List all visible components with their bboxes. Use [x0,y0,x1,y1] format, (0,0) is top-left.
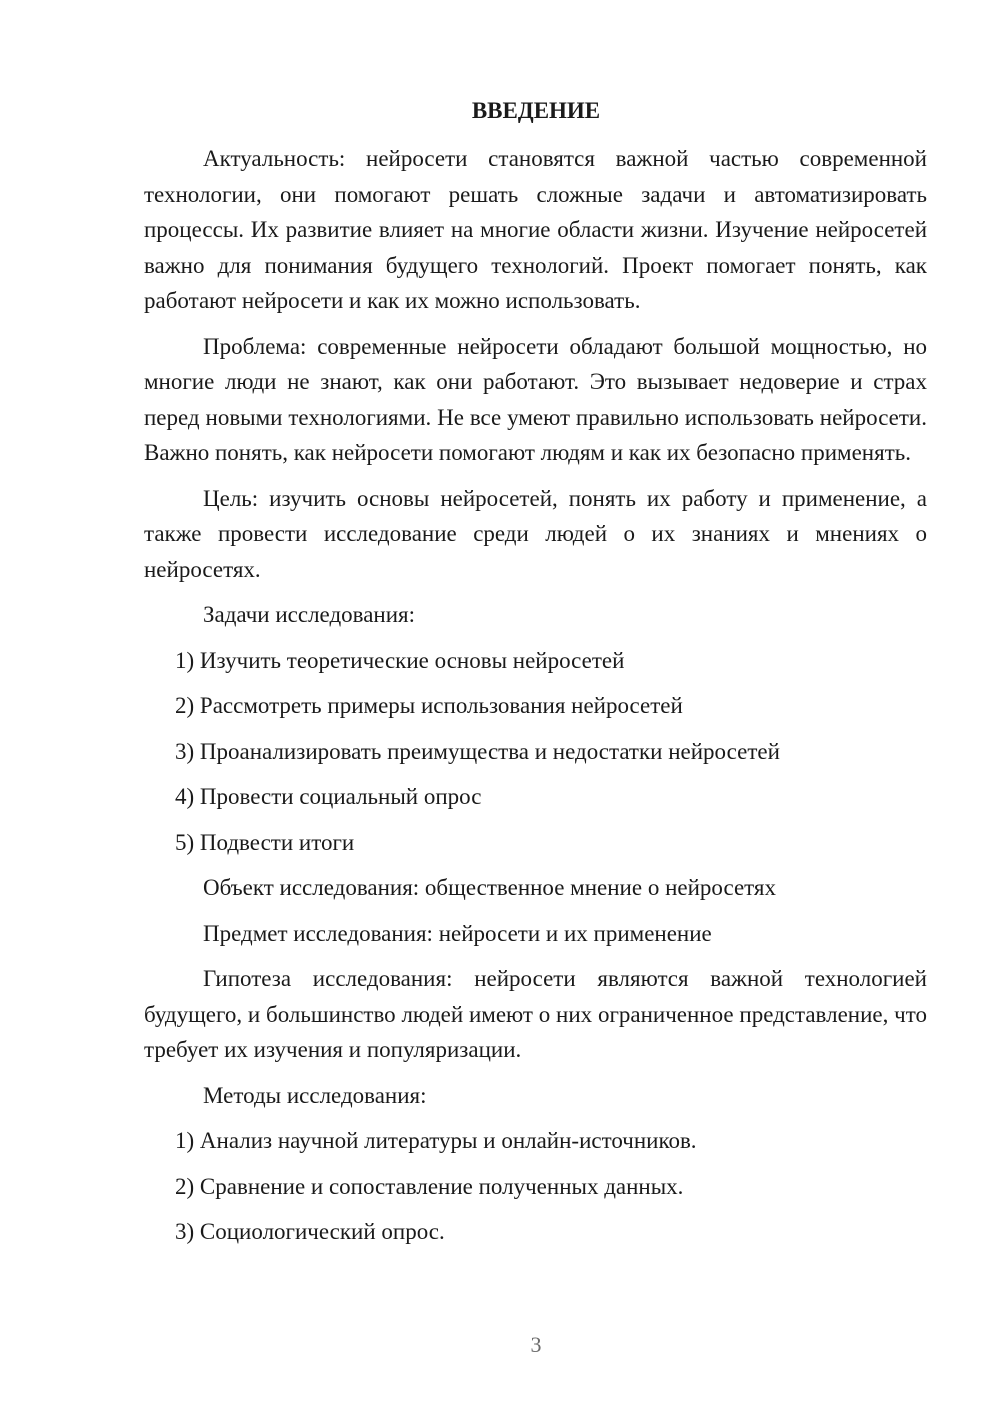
relevance-paragraph: Актуальность: нейросети становятся важной частью современной технологии, они помогают решать сложные задачи и автоматизировать процессы. Их развитие влияет на многие области жизни. Изучение нейросетей важно для понимания будущего технологий. Проект помогает понять, как работают нейросети и как их можно использовать. [144,146,927,313]
method-item: 2) Сравнение и сопоставление полученных данных. [175,1173,684,1199]
tasks-list [144,643,927,861]
tasks-heading: Задачи исследования: [203,602,416,627]
document-body [144,141,927,1260]
page-title: ВВЕДЕНИЕ [471,98,601,123]
methods-heading: Методы исследования: [203,1082,427,1108]
goal-paragraph: Цель: изучить основы нейросетей, понять их работу и применение, а также провести исследование среди людей о их знаниях и мнениях о нейросетях. [144,485,927,582]
problem-paragraph: Проблема: современные нейросети обладают большой мощностью, но многие люди не знают, как они работают. Это вызывает недоверие и страх перед новыми технологиями. Не все умеют правильно использовать нейросети. Важно понять, как нейросети помогают людям и как их безопасно применять. [144,333,927,465]
object-paragraph: Объект исследования: общественное мнение о нейросетях [203,875,776,900]
task-item: 4) Провести социальный опрос [175,784,482,809]
task-item: 3) Проанализировать преимущества и недостатки нейросетей [175,738,780,764]
subject-paragraph: Предмет исследования: нейросети и их применение [203,920,712,946]
methods-list [144,1123,927,1250]
task-item: 2) Рассмотреть примеры использования нейросетей [175,693,683,718]
page-number: 3 [530,1332,542,1357]
task-item: 5) Подвести итоги [175,829,355,855]
hypothesis-paragraph: Гипотеза исследования: нейросети являются важной технологией будущего, и большинство людей имеют о них ограниченное представление, что требует их изучения и популяризации. [144,966,927,1062]
task-item: 1) Изучить теоретические основы нейросетей [175,647,625,673]
method-item: 3) Социологический опрос. [175,1219,445,1244]
method-item: 1) Анализ научной литературы и онлайн-источников. [175,1128,697,1153]
